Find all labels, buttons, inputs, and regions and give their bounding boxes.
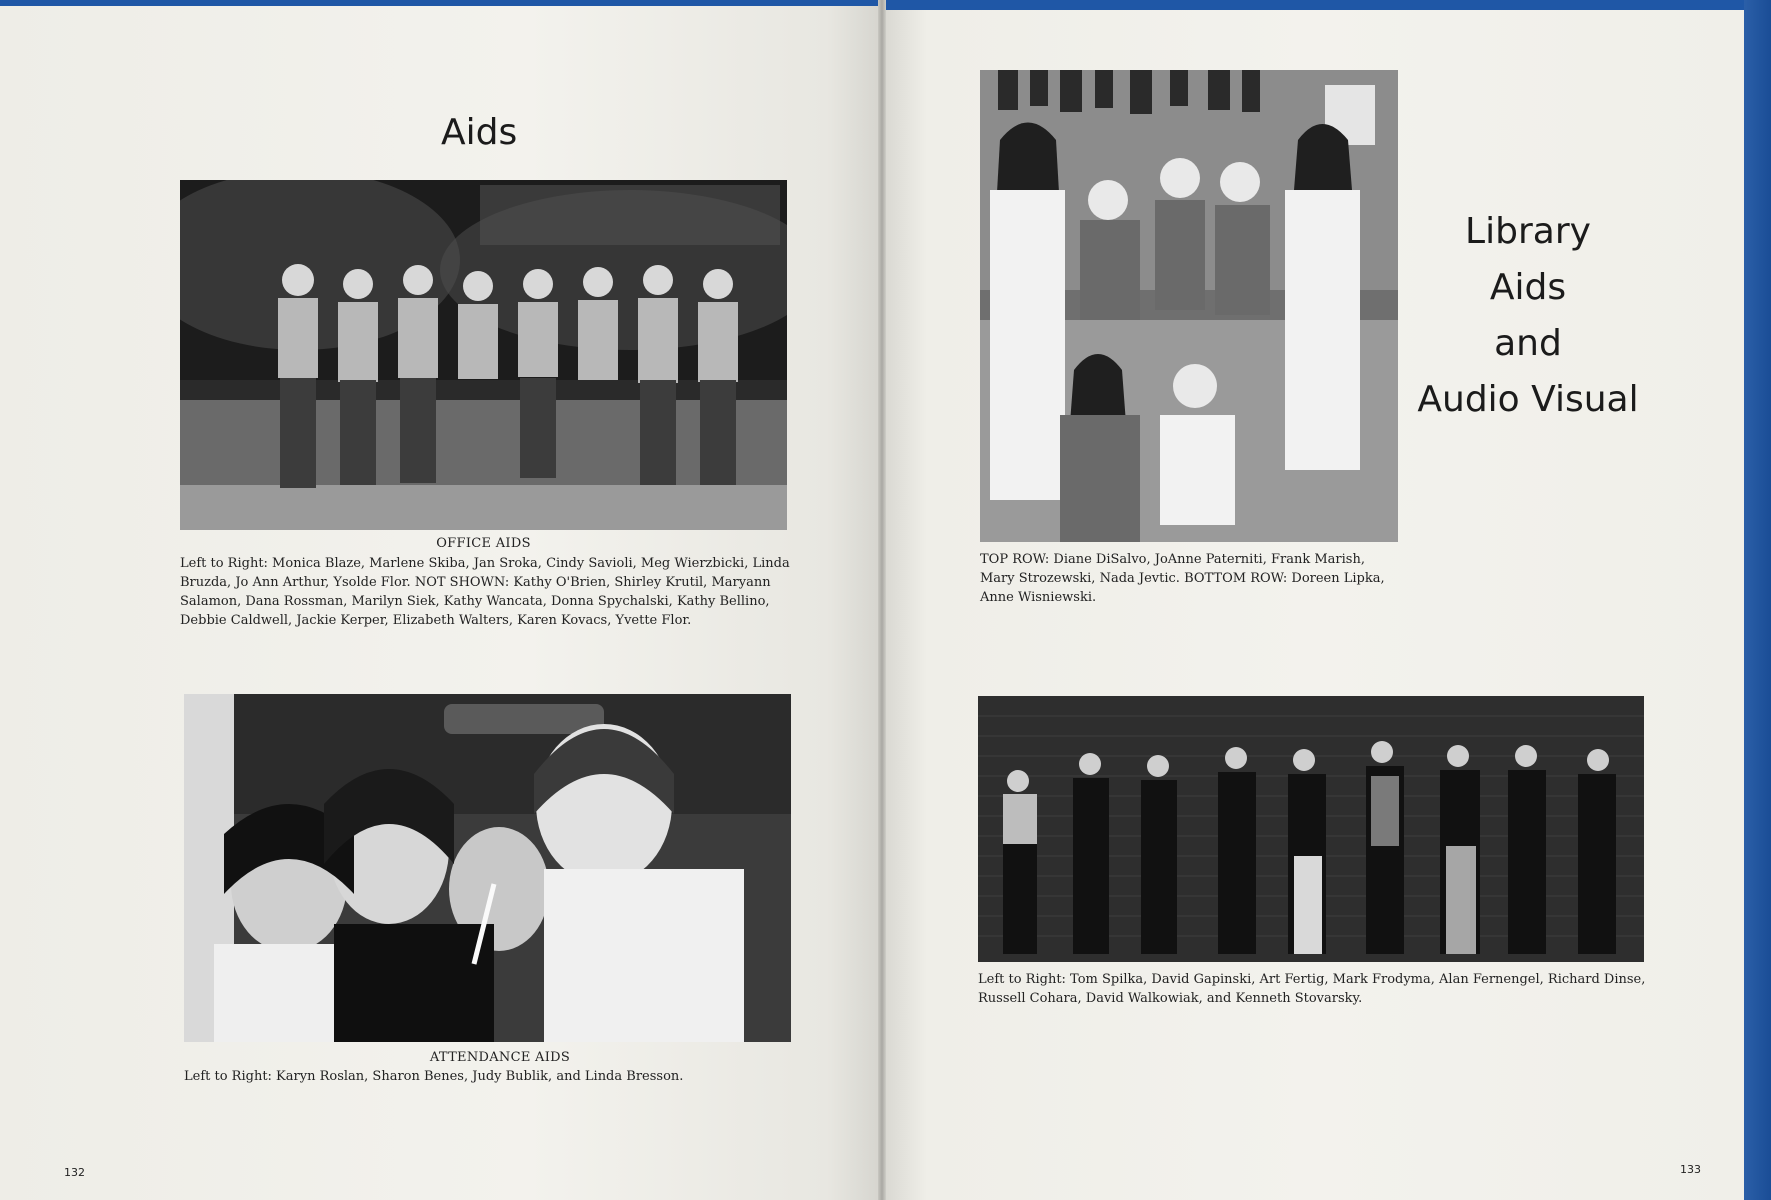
attendance-aids-photo [184, 694, 791, 1042]
library-aids-caption: TOP ROW: Diane DiSalvo, JoAnne Paterniti, Frank Marish, Mary Strozewski, Nada Jevtic. BOTTOM ROW: Doreen Lipka, Anne Wisniewski. [980, 552, 1385, 605]
book-cover-edge [1744, 0, 1771, 1200]
page-title-aids: Aids [441, 112, 518, 153]
attendance-aids-title: ATTENDANCE AIDS [429, 1050, 571, 1065]
heading-line-3: and [1494, 323, 1562, 364]
heading-line-1: Library [1465, 211, 1591, 252]
heading-line-2: Aids [1489, 267, 1567, 308]
book-gutter [878, 0, 886, 1200]
library-aids-photo [980, 70, 1398, 542]
office-aids-title: OFFICE AIDS [436, 536, 531, 551]
audio-visual-photo [978, 696, 1644, 962]
audio-visual-caption: Left to Right: Tom Spilka, David Gapinski, Art Fertig, Mark Frodyma, Alan Fernengel, Richard Dinse, Russell Cohara, David Walkowiak, and Kenneth Stovarsky. [978, 972, 1646, 1006]
office-aids-photo [180, 180, 787, 530]
heading-line-4: Audio Visual [1417, 379, 1639, 420]
page-number-left: 132 [64, 1166, 85, 1179]
page-number-right: 133 [1680, 1163, 1701, 1176]
page-title-library-aids [1408, 204, 1648, 428]
office-aids-caption: Left to Right: Monica Blaze, Marlene Skiba, Jan Sroka, Cindy Savioli, Meg Wierzbicki, Linda Bruzda, Jo Ann Arthur, Ysolde Flor. NOT SHOWN: Kathy O'Brien, Shirley Krutil, Maryann Salamon, Dana Rossman, Marilyn Siek, Kathy Wancata, Donna Spychalski, Kathy Bellino, Debbie Caldwell, Jackie Kerper, Elizabeth Walters, Karen Kovacs, Yvette Flor. [180, 556, 790, 628]
attendance-aids-caption: Left to Right: Karyn Roslan, Sharon Benes, Judy Bublik, and Linda Bresson. [184, 1069, 684, 1084]
